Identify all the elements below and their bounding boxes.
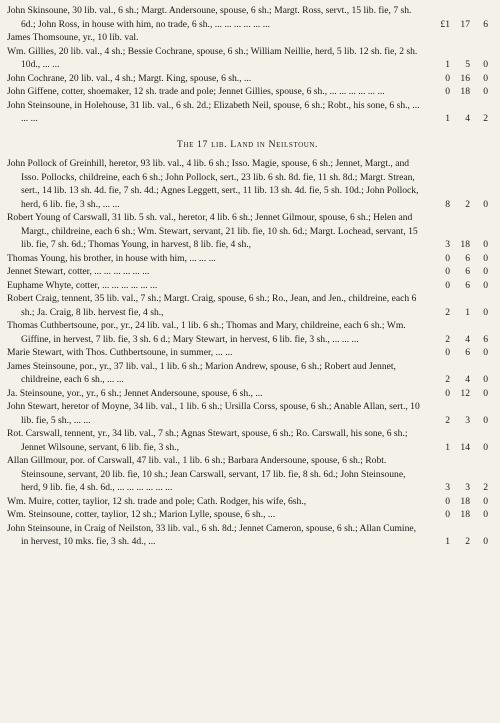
amount-pence: 0 <box>483 347 488 358</box>
amount-pence: 0 <box>483 509 488 520</box>
entry-amount <box>426 112 488 126</box>
entry-amount <box>426 198 488 212</box>
amount-shillings: 17 <box>460 18 470 30</box>
entry-list-top <box>7 4 488 126</box>
amount-pence: 0 <box>483 252 488 264</box>
amount-shillings: 16 <box>460 72 470 84</box>
entry-text: Jennet Stewart, cotter, ... ... ... ... ... ... <box>7 266 150 277</box>
entry-text: Wm. Steinsoune, cotter, taylior, 12 sh.; Marion Lylle, spouse, 6 sh., ... <box>7 509 276 520</box>
amount-shillings: 4 <box>465 333 470 345</box>
amount-pounds: 8 <box>445 198 450 210</box>
entry-amount <box>426 481 488 495</box>
entry-text: Wm. Muire, cotter, taylior, 12 sh. trade and pole; Cath. Rodger, his wife, 6sh., <box>7 495 307 507</box>
amount-pence: 0 <box>483 495 488 507</box>
entry-amount <box>426 252 488 266</box>
entry-text: Robert Young of Carswall, 31 lib. 5 sh. val., heretor, 4 lib. 6 sh.; Jennet Gilmour, spouse, 6 sh.; Helen and Margt., childreine, each 6 sh.; Wm. Stewart, servant, 21 lib. fie, 10 sh. 6d.; Margt. Lochead, servant, 15 lib. fie, 7 sh. 6d.; Thomas Young, in harvest, 8 lib. fie, 4 sh., <box>7 212 418 250</box>
amount-shillings: 6 <box>465 347 470 358</box>
entry-amount <box>426 346 488 360</box>
amount-pence: 0 <box>483 279 488 291</box>
amount-pence: 0 <box>483 306 488 318</box>
ledger-entry <box>7 265 488 279</box>
entry-text: Thomas Young, his brother, in house with him, ... ... ... <box>7 252 216 264</box>
entry-amount <box>426 238 488 252</box>
ledger-entry <box>7 427 488 454</box>
entry-text: John Stewart, heretor of Moyne, 34 lib. val., 1 lib. 6 sh.; Ursilla Corss, spouse, 6 sh.; Anable Allan, sert., 10 lib. fie, 5 sh., ... ... <box>7 401 420 426</box>
amount-shillings: 3 <box>465 414 470 426</box>
entry-text: Rot. Carswall, tennent, yr., 34 lib. val., 7 sh.; Agnas Stewart, spouse, 6 sh.; Ro. Carswall, his sone, 6 sh.; Jennet Wilsoune, servant, 6 lib. fie, 3 sh., <box>7 428 408 453</box>
amount-pence: 0 <box>483 198 488 210</box>
entry-text: Thomas Cuthbertsoune, por., yr., 24 lib. val., 1 lib. 6 sh.; Thomas and Mary, childreine, each 6 sh.; Wm. Giffine, in hervest, 7 lib. fie, 3 sh. 6 d.; Mary Stewart, in hervest, 6 lib. fie, 3 sh., ... ... ... <box>7 320 406 345</box>
amount-pence: 0 <box>483 59 488 70</box>
entry-text: Marie Stewart, with Thos. Cuthbertsoune, in summer, ... ... <box>7 347 233 358</box>
entry-text: Robert Craig, tennent, 35 lib. val., 7 sh.; Margt. Craig, spouse, 6 sh.; Ro., Jean, and Jen., childreine, each 6 sh.; Ja. Craig, 8 lib. hervest fie, 4 sh., <box>7 293 417 318</box>
amount-pence: 0 <box>483 72 488 84</box>
amount-shillings: 4 <box>465 113 470 124</box>
ledger-entry <box>7 360 488 387</box>
ledger-entry <box>7 292 488 319</box>
amount-pence: 0 <box>483 441 488 453</box>
entry-amount <box>426 85 488 99</box>
amount-pence: 0 <box>483 86 488 97</box>
entry-amount <box>426 58 488 72</box>
amount-shillings: 6 <box>465 266 470 277</box>
entry-amount <box>426 414 488 428</box>
entry-text: John Skinsoune, 30 lib. val., 6 sh.; Margt. Andersoune, spouse, 6 sh.; Margt. Ross, servt., 15 lib. fie, 7 sh. 6d.; John Ross, in house with him, no trade, 6 sh., ... ... ... ... ... ... <box>7 5 412 30</box>
amount-pounds: 0 <box>445 387 450 399</box>
amount-pence: 2 <box>483 113 488 124</box>
amount-pounds: 1 <box>445 536 450 547</box>
entry-text: John Giffene, cotter, shoemaker, 12 sh. trade and pole; Jennet Gillies, spouse, 6 sh., ... ... ... ... ... ... <box>7 86 385 97</box>
amount-pounds: 1 <box>445 113 450 124</box>
amount-pounds: 0 <box>445 72 450 84</box>
amount-pounds: 3 <box>445 239 450 250</box>
entry-amount <box>426 373 488 387</box>
amount-shillings: 4 <box>465 374 470 385</box>
ledger-entry <box>7 346 488 360</box>
ledger-entry <box>7 400 488 427</box>
amount-pounds: 0 <box>445 279 450 291</box>
amount-shillings: 18 <box>460 86 470 97</box>
entry-amount <box>426 441 488 455</box>
ledger-entry <box>7 279 488 293</box>
amount-pounds: 2 <box>445 414 450 426</box>
amount-pence: 0 <box>483 536 488 547</box>
amount-pounds: 0 <box>445 252 450 264</box>
entry-amount <box>426 387 488 401</box>
entry-text: John Cochrane, 20 lib. val., 4 sh.; Margt. King, spouse, 6 sh., ... <box>7 72 252 84</box>
entry-text: Ja. Steinsoune, yor., yr., 6 sh.; Jennet Andersoune, spouse, 6 sh., ... <box>7 387 263 399</box>
amount-pence: 0 <box>483 266 488 277</box>
amount-pounds: 3 <box>445 482 450 493</box>
amount-pounds: 1 <box>445 441 450 453</box>
amount-shillings: 14 <box>460 441 470 453</box>
section-heading: The 17 lib. Land in Neilstoun. <box>176 138 319 150</box>
entry-text: Allan Gillmour, por. of Carswall, 47 lib. val., 1 lib. 6 sh.; Barbara Andersoune, spouse, 6 sh.; Robt. Steinsoune, servant, 20 lib. fie, 10 sh.; Jean Carswall, servant, 17 lib. fie, 8 sh. 6d.; John Steinsoune, herd, 9 lib. fie, 4 sh. 6d., ... ... ... ... ... ... <box>7 455 406 493</box>
amount-shillings: 6 <box>465 279 470 291</box>
amount-pence: 6 <box>483 333 488 345</box>
amount-pounds: £1 <box>440 18 450 30</box>
amount-shillings: 18 <box>460 239 470 250</box>
amount-shillings: 5 <box>465 59 470 70</box>
ledger-entry <box>7 522 488 549</box>
amount-shillings: 12 <box>460 387 470 399</box>
ledger-entry <box>7 387 488 401</box>
ledger-entry <box>7 99 488 126</box>
amount-pence: 2 <box>483 482 488 493</box>
entry-amount <box>426 535 488 549</box>
amount-shillings: 1 <box>465 306 470 318</box>
amount-pounds: 0 <box>445 86 450 97</box>
entry-amount <box>426 72 488 86</box>
entry-amount <box>426 306 488 320</box>
entry-text: James Steinsoune, por., yr., 37 lib. val., 1 lib. 6 sh.; Marion Andrew, spouse, 6 sh.; Robert aud Jennet, childreine, each 6 sh., ... ... <box>7 360 396 385</box>
ledger-entry <box>7 157 488 211</box>
entry-amount <box>426 18 488 32</box>
ledger-entry <box>7 211 488 252</box>
ledger-entry <box>7 508 488 522</box>
entry-list-main <box>7 157 488 549</box>
amount-shillings: 2 <box>465 198 470 210</box>
entry-amount <box>426 508 488 522</box>
amount-pounds: 2 <box>445 306 450 318</box>
ledger-entry <box>7 45 488 72</box>
entry-amount <box>426 333 488 347</box>
ledger-entry <box>7 72 488 86</box>
amount-pence: 0 <box>483 387 488 399</box>
amount-shillings: 18 <box>460 495 470 507</box>
entry-text: Wm. Gillies, 20 lib. val., 4 sh.; Bessie Cochrane, spouse, 6 sh.; William Neillie, herd, 5 lib. 12 sh. fie, 2 sh. 10d., ... ... <box>7 45 418 70</box>
entry-text: John Pollock of Greinhill, heretor, 93 lib. val., 4 lib. 6 sh.; Isso. Magie, spouse, 6 sh.; Jennet, Margt., and Isso. Pollocks, childreine, each 6 sh.; John Pollock, sert., 23 lib. 6 sh. 8d. fie, 11 sh. 8d.; Margt. Strean, sert., 14 lib. 13 sh. 4d. fie, 7 sh. 4d.; Agnes Leggett, sert., 11 lib. 13 sh. 4d. fie, 5 sh. 10d.; John Pollock, herd, 6 lib. fie, 3 sh., ... ... <box>7 158 419 210</box>
amount-pounds: 1 <box>445 59 450 70</box>
amount-pounds: 0 <box>445 495 450 507</box>
ledger-entry <box>7 252 488 266</box>
amount-shillings: 18 <box>460 509 470 520</box>
amount-shillings: 6 <box>465 252 470 264</box>
amount-pence: 0 <box>483 374 488 385</box>
amount-pounds: 0 <box>445 266 450 277</box>
amount-pounds: 2 <box>445 333 450 345</box>
ledger-entry <box>7 4 488 31</box>
entry-amount <box>426 265 488 279</box>
ledger-entry <box>7 85 488 99</box>
ledger-entry <box>7 454 488 495</box>
amount-shillings: 3 <box>465 482 470 493</box>
amount-pounds: 0 <box>445 509 450 520</box>
ledger-entry <box>7 495 488 509</box>
ledger-entry <box>7 319 488 346</box>
entry-amount <box>426 495 488 509</box>
entry-amount <box>426 279 488 293</box>
amount-pounds: 0 <box>445 347 450 358</box>
amount-pounds: 2 <box>445 374 450 385</box>
entry-text: James Thomsoune, yr., 10 lib. val. <box>7 32 139 43</box>
amount-pence: 0 <box>483 239 488 250</box>
amount-pence: 0 <box>483 414 488 426</box>
amount-shillings: 2 <box>465 536 470 547</box>
ledger-entry <box>7 31 488 45</box>
entry-text: John Steinsoune, in Craig of Neilston, 33 lib. val., 6 sh. 8d.; Jennet Cameron, spouse, 6 sh.; Allan Cumine, in hervest, 10 mks. fie, 3 sh. 4d., ... <box>7 522 417 547</box>
amount-pence: 6 <box>483 18 488 30</box>
entry-text: John Steinsoune, in Holehouse, 31 lib. val., 6 sh. 2d.; Elizabeth Neil, spouse, 6 sh.; Robt., his sone, 6 sh., ... ... ... <box>7 99 420 124</box>
entry-text: Euphame Whyte, cotter, ... ... ... ... ... ... <box>7 279 158 291</box>
